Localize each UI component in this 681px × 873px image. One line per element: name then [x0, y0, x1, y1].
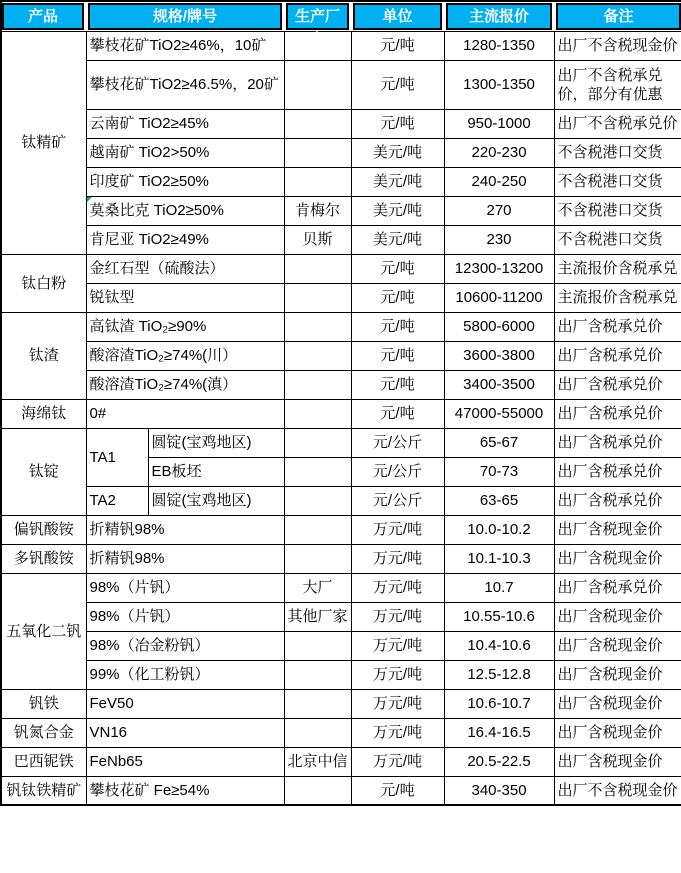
producer-cell[interactable] — [284, 312, 351, 341]
producer-cell[interactable] — [284, 689, 351, 718]
table-row — [1, 544, 681, 573]
producer-cell[interactable] — [284, 631, 351, 660]
product-cell[interactable]: 多钒酸铵 — [1, 544, 86, 573]
column-header-unit[interactable] — [351, 1, 444, 31]
producer-cell[interactable] — [284, 138, 351, 167]
unit-cell[interactable]: 元/吨 — [351, 312, 444, 341]
remark-cell[interactable]: 不含税港口交货 — [554, 167, 681, 196]
remark-cell[interactable]: 不含税港口交货 — [554, 138, 681, 167]
product-cell[interactable]: 海绵钛 — [1, 399, 86, 428]
price-cell[interactable]: 70-73 — [444, 457, 554, 486]
unit-cell[interactable]: 元/吨 — [351, 776, 444, 805]
product-cell[interactable]: 钛锭 — [1, 428, 86, 515]
producer-cell[interactable]: 肯梅尔 — [284, 196, 351, 225]
remark-cell[interactable]: 出厂不含税承兑价，部分有优惠 — [554, 60, 681, 109]
producer-cell[interactable] — [284, 718, 351, 747]
column-header-unit-label: 单位 — [353, 3, 442, 30]
column-header-product[interactable] — [1, 1, 86, 31]
producer-cell[interactable] — [284, 60, 351, 109]
table-row — [1, 515, 681, 544]
spec-cell[interactable]: 高钛渣 TiO₂≥90% — [86, 312, 284, 341]
product-cell[interactable]: 钛白粉 — [1, 254, 86, 312]
column-header-remark[interactable] — [554, 1, 681, 31]
table-row — [1, 60, 681, 109]
price-cell[interactable]: 10600-11200 — [444, 283, 554, 312]
spec-cell[interactable]: 圆锭(宝鸡地区) — [148, 428, 284, 457]
unit-cell[interactable]: 万元/吨 — [351, 689, 444, 718]
remark-cell[interactable]: 出厂含税现金价 — [554, 718, 681, 747]
spec-cell[interactable]: 肯尼亚 TiO2≥49% — [86, 225, 284, 254]
price-cell[interactable]: 230 — [444, 225, 554, 254]
price-cell[interactable]: 10.7 — [444, 573, 554, 602]
remark-cell[interactable]: 不含税港口交货 — [554, 196, 681, 225]
product-cell[interactable]: 巴西铌铁 — [1, 747, 86, 776]
producer-cell[interactable] — [284, 370, 351, 399]
price-cell[interactable]: 20.5-22.5 — [444, 747, 554, 776]
table-row — [1, 283, 681, 312]
unit-cell[interactable]: 元/吨 — [351, 399, 444, 428]
table-row — [1, 225, 681, 254]
unit-cell[interactable]: 美元/吨 — [351, 167, 444, 196]
column-header-product-label: 产品 — [2, 3, 84, 30]
price-cell[interactable]: 63-65 — [444, 486, 554, 515]
remark-cell[interactable]: 出厂含税现金价 — [554, 602, 681, 631]
spec-cell[interactable]: 98%（冶金粉钒） — [86, 631, 284, 660]
producer-cell[interactable] — [284, 109, 351, 138]
table-row — [1, 312, 681, 341]
remark-cell[interactable]: 出厂不含税现金价 — [554, 31, 681, 60]
price-cell[interactable]: 1280-1350 — [444, 31, 554, 60]
price-cell[interactable]: 270 — [444, 196, 554, 225]
table-row — [1, 254, 681, 283]
producer-cell[interactable] — [284, 486, 351, 515]
unit-cell[interactable]: 元/吨 — [351, 60, 444, 109]
producer-cell[interactable]: 大厂 — [284, 573, 351, 602]
price-cell[interactable]: 10.1-10.3 — [444, 544, 554, 573]
price-cell[interactable]: 12300-13200 — [444, 254, 554, 283]
unit-cell[interactable]: 万元/吨 — [351, 747, 444, 776]
price-cell[interactable]: 10.4-10.6 — [444, 631, 554, 660]
unit-cell[interactable]: 美元/吨 — [351, 138, 444, 167]
grade-cell[interactable]: TA1 — [86, 428, 148, 486]
unit-cell[interactable]: 万元/吨 — [351, 602, 444, 631]
price-cell[interactable]: 10.6-10.7 — [444, 689, 554, 718]
spec-cell[interactable]: VN16 — [86, 718, 284, 747]
spec-cell[interactable]: 酸溶渣TiO₂≥74%(川） — [86, 341, 284, 370]
spec-cell[interactable]: 越南矿 TiO2>50% — [86, 138, 284, 167]
remark-cell[interactable]: 出厂含税现金价 — [554, 515, 681, 544]
spec-cell[interactable]: FeNb65 — [86, 747, 284, 776]
spec-cell[interactable]: 攀枝花矿TiO2≥46.5%，20矿 — [86, 60, 284, 109]
table-row — [1, 573, 681, 602]
table-row — [1, 718, 681, 747]
price-cell[interactable]: 220-230 — [444, 138, 554, 167]
table-row — [1, 776, 681, 805]
remark-cell[interactable]: 出厂含税承兑价 — [554, 486, 681, 515]
unit-cell[interactable]: 元/吨 — [351, 283, 444, 312]
column-header-producer-label: 生产厂家 — [286, 3, 349, 30]
table-row — [1, 631, 681, 660]
column-header-price[interactable] — [444, 1, 554, 31]
producer-cell[interactable] — [284, 515, 351, 544]
spec-cell[interactable]: 0# — [86, 399, 284, 428]
spec-cell[interactable]: 折精钒98% — [86, 544, 284, 573]
product-cell[interactable]: 钛精矿 — [1, 31, 86, 254]
producer-cell[interactable] — [284, 254, 351, 283]
unit-cell[interactable]: 万元/吨 — [351, 515, 444, 544]
unit-cell[interactable]: 元/吨 — [351, 370, 444, 399]
price-cell[interactable]: 12.5-12.8 — [444, 660, 554, 689]
producer-cell[interactable] — [284, 399, 351, 428]
product-cell[interactable]: 钒铁 — [1, 689, 86, 718]
spec-cell[interactable]: 98%（片钒） — [86, 602, 284, 631]
unit-cell[interactable]: 元/吨 — [351, 341, 444, 370]
spec-cell[interactable]: 攀枝花矿TiO2≥46%，10矿 — [86, 31, 284, 60]
table-row — [1, 196, 681, 225]
spec-cell[interactable]: 98%（片钒） — [86, 573, 284, 602]
unit-cell[interactable]: 万元/吨 — [351, 660, 444, 689]
unit-cell[interactable]: 万元/吨 — [351, 718, 444, 747]
producer-cell[interactable] — [284, 283, 351, 312]
table-row — [1, 428, 681, 457]
unit-cell[interactable]: 万元/吨 — [351, 544, 444, 573]
unit-cell[interactable]: 万元/吨 — [351, 573, 444, 602]
spec-cell[interactable]: 锐钛型 — [86, 283, 284, 312]
price-cell[interactable]: 3400-3500 — [444, 370, 554, 399]
table-row — [1, 370, 681, 399]
spec-cell[interactable]: 折精钒98% — [86, 515, 284, 544]
producer-cell[interactable] — [284, 544, 351, 573]
product-cell[interactable]: 钒钛铁精矿 — [1, 776, 86, 805]
spec-cell[interactable]: FeV50 — [86, 689, 284, 718]
remark-cell[interactable]: 出厂含税现金价 — [554, 660, 681, 689]
table-row — [1, 399, 681, 428]
producer-cell[interactable]: 北京中信 — [284, 747, 351, 776]
producer-cell[interactable]: 贝斯 — [284, 225, 351, 254]
unit-cell[interactable]: 万元/吨 — [351, 631, 444, 660]
remark-cell[interactable]: 出厂含税现金价 — [554, 689, 681, 718]
unit-cell[interactable]: 元/公斤 — [351, 486, 444, 515]
product-cell[interactable]: 钒氮合金 — [1, 718, 86, 747]
remark-cell[interactable]: 出厂不含税承兑价 — [554, 109, 681, 138]
producer-cell[interactable]: 其他厂家 — [284, 602, 351, 631]
spec-cell[interactable]: 莫桑比克 TiO2≥50% — [86, 196, 284, 225]
price-cell[interactable]: 10.55-10.6 — [444, 602, 554, 631]
unit-cell[interactable]: 美元/吨 — [351, 225, 444, 254]
producer-cell[interactable] — [284, 341, 351, 370]
price-cell[interactable]: 16.4-16.5 — [444, 718, 554, 747]
table-row — [1, 138, 681, 167]
spec-cell[interactable]: 攀枝花矿 Fe≥54% — [86, 776, 284, 805]
table-body — [1, 31, 681, 805]
producer-cell[interactable] — [284, 167, 351, 196]
producer-cell[interactable] — [284, 660, 351, 689]
table-row — [1, 689, 681, 718]
unit-cell[interactable]: 元/吨 — [351, 31, 444, 60]
spec-cell[interactable]: EB板坯 — [148, 457, 284, 486]
remark-cell[interactable]: 主流报价含税承兑 — [554, 283, 681, 312]
price-cell[interactable]: 1300-1350 — [444, 60, 554, 109]
remark-cell[interactable]: 出厂含税现金价 — [554, 544, 681, 573]
remark-cell[interactable]: 出厂含税承兑价 — [554, 428, 681, 457]
remark-cell[interactable]: 出厂含税承兑价 — [554, 573, 681, 602]
table-row — [1, 109, 681, 138]
price-cell[interactable]: 3600-3800 — [444, 341, 554, 370]
table-row — [1, 167, 681, 196]
grade-cell[interactable]: TA2 — [86, 486, 148, 515]
unit-cell[interactable]: 美元/吨 — [351, 196, 444, 225]
remark-cell[interactable]: 出厂含税现金价 — [554, 631, 681, 660]
producer-cell[interactable] — [284, 776, 351, 805]
table-row — [1, 486, 681, 515]
table-row — [1, 341, 681, 370]
price-cell[interactable]: 5800-6000 — [444, 312, 554, 341]
column-header-price-label: 主流报价 — [446, 3, 552, 30]
remark-cell[interactable]: 出厂含税现金价 — [554, 747, 681, 776]
price-cell[interactable]: 65-67 — [444, 428, 554, 457]
unit-cell[interactable]: 元/吨 — [351, 254, 444, 283]
remark-cell[interactable]: 出厂含税承兑价 — [554, 312, 681, 341]
product-cell[interactable]: 钛渣 — [1, 312, 86, 399]
column-header-remark-label: 备注 — [556, 3, 681, 30]
price-cell[interactable]: 47000-55000 — [444, 399, 554, 428]
table-row — [1, 31, 681, 60]
unit-cell[interactable]: 元/公斤 — [351, 457, 444, 486]
column-header-spec-label: 规格/牌号 — [88, 3, 282, 30]
remark-cell[interactable]: 不含税港口交货 — [554, 225, 681, 254]
spec-cell[interactable]: 云南矿 TiO2≥45% — [86, 109, 284, 138]
spec-cell[interactable]: 金红石型（硫酸法） — [86, 254, 284, 283]
column-header-producer[interactable] — [284, 1, 351, 48]
spec-cell[interactable]: 圆锭(宝鸡地区) — [148, 486, 284, 515]
comment-marker-icon — [87, 197, 92, 202]
unit-cell[interactable]: 元/公斤 — [351, 428, 444, 457]
remark-cell[interactable]: 出厂含税承兑价 — [554, 399, 681, 428]
spec-cell[interactable]: 99%（化工粉钒） — [86, 660, 284, 689]
price-cell[interactable]: 340-350 — [444, 776, 554, 805]
price-cell[interactable]: 240-250 — [444, 167, 554, 196]
column-header-spec[interactable] — [86, 1, 284, 31]
price-cell[interactable]: 950-1000 — [444, 109, 554, 138]
remark-cell[interactable]: 出厂含税承兑价 — [554, 370, 681, 399]
producer-cell[interactable] — [284, 428, 351, 457]
table-row — [1, 747, 681, 776]
spec-cell[interactable]: 印度矿 TiO2≥50% — [86, 167, 284, 196]
price-cell[interactable]: 10.0-10.2 — [444, 515, 554, 544]
remark-cell[interactable]: 主流报价含税承兑 — [554, 254, 681, 283]
producer-cell[interactable] — [284, 457, 351, 486]
spec-cell[interactable]: 酸溶渣TiO₂≥74%(滇） — [86, 370, 284, 399]
product-cell[interactable]: 五氧化二钒 — [1, 573, 86, 689]
remark-cell[interactable]: 出厂不含税现金价 — [554, 776, 681, 805]
unit-cell[interactable]: 元/吨 — [351, 109, 444, 138]
table-row — [1, 602, 681, 631]
remark-cell[interactable]: 出厂含税承兑价 — [554, 457, 681, 486]
product-cell[interactable]: 偏钒酸铵 — [1, 515, 86, 544]
table-row — [1, 660, 681, 689]
header-row — [1, 1, 681, 31]
remark-cell[interactable]: 出厂含税承兑价 — [554, 341, 681, 370]
